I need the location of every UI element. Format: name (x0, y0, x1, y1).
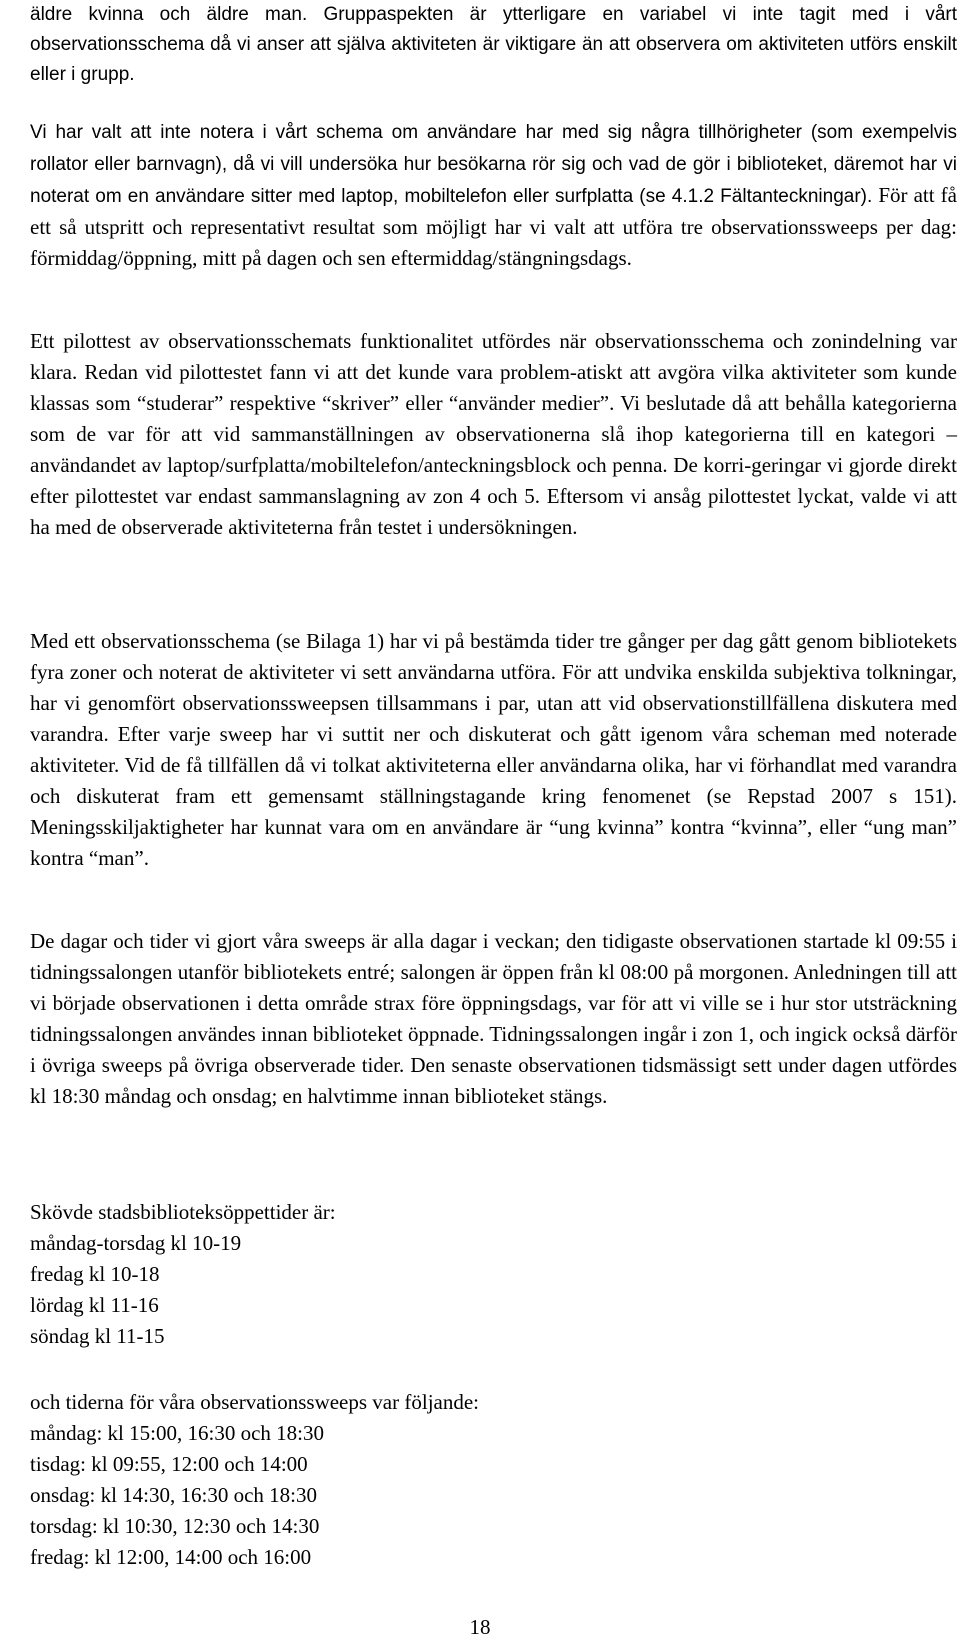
paragraph-pilot: Ett pilottest av observationsschemats funktionalitet utfördes när observationsschema och zonindelning var klara. Redan vid pilottestet fann vi att det kunde vara problem-atiskt att avgöra vilka aktiviteter som kunde klassas som “studerar” respektive “skriver” eller “använder medier”. Vi beslutade då att behålla kategorierna som de var för att vid sammanställningen av observationerna slå ihop kategorierna till en kategori – användandet av laptop/surfplatta/mobiltelefon/anteckningsblock och penna. De korri-geringar vi gjorde direkt efter pilottestet var endast sammanslagning av zon 4 och 5. Eftersom vi ansåg pilottestet lyckat, valde vi att ha med de observerade aktiviteterna från testet i undersökningen. (30, 329, 957, 539)
paragraph-method: Med ett observationsschema (se Bilaga 1) har vi på bestämda tider tre gånger per dag gått genom bibliotekets fyra zoner och noterat de aktiviteter vi sett användarna utföra. För att undvika enskilda subjektiva tolkningar, har vi genomfört observationssweepsen tillsammans i par, utan att vid observationstillfällena diskutera med varandra. Efter varje sweep har vi suttit ner och diskuterat och gått igenom våra scheman med noterade aktiviteter. Vid de få tillfällen då vi tolkat aktiviteterna eller användarna olika, har vi förhandlat med varandra och diskuterat fram ett gemensamt ställningstagande kring fenomenet (se Repstad 2007 s 151). Meningsskiljaktigheter har kunnat vara om en användare är “ung kvinna” kontra “kvinna”, eller “ung man” kontra “man”. (30, 629, 957, 870)
opening-hours-line: fredag kl 10-18 (30, 1262, 160, 1286)
opening-hours-heading: Skövde stadsbiblioteksöppettider är: (30, 1200, 336, 1224)
sweep-times-heading: och tiderna för våra observationssweeps var följande: (30, 1390, 479, 1414)
paragraph-schema (30, 116, 957, 274)
page-number: 18 (469, 1615, 491, 1639)
sweep-times-block (30, 1387, 479, 1573)
sweep-times-line: torsdag: kl 10:30, 12:30 och 14:30 (30, 1514, 320, 1538)
sweep-times-line: fredag: kl 12:00, 14:00 och 16:00 (30, 1545, 312, 1569)
paragraph-schema-serif-text: För att få ett så utspritt och representativt resultat som möjligt har vi valt att utföra tre observationssweeps per dag: förmiddag/öppning, mitt på dagen och sen eftermiddag/stängningsdags. (30, 183, 957, 270)
paragraph-intro-text: äldre kvinna och äldre man. Gruppaspekten är ytterligare en variabel vi inte tagit med i vårt observationsschema då vi anser att själva aktiviteten är viktigare än att observera om aktiviteten utförs enskilt eller i grupp. (30, 4, 957, 85)
opening-hours-line: söndag kl 11-15 (30, 1324, 165, 1348)
opening-hours-line: lördag kl 11-16 (30, 1293, 159, 1317)
paragraph-schema-sans-text: Vi har valt att inte notera i vårt schema om användare har med sig några tillhörigheter (som exempelvis rollator eller barnvagn), då vi vill undersöka hur besökarna rör sig och vad de gör i biblioteket, däremot har vi noterat om en användare sitter med laptop, mobiltelefon eller surfplatta (se 4.1.2 Fältanteckningar). (30, 122, 957, 207)
sweep-times-line: tisdag: kl 09:55, 12:00 och 14:00 (30, 1452, 308, 1476)
opening-hours-line: måndag-torsdag kl 10-19 (30, 1231, 242, 1255)
sweep-times-line: måndag: kl 15:00, 16:30 och 18:30 (30, 1421, 324, 1445)
paragraph-times: De dagar och tider vi gjort våra sweeps är alla dagar i veckan; den tidigaste observationen startade kl 09:55 i tidningssalongen utanför bibliotekets entré; salongen är öppen från kl 08:00 på morgonen. Anledningen till att vi började observationen i detta område strax före öppningsdags, var för att vi ville se i hur stor utsträckning tidningssalongen användes innan biblioteket öppnade. Tidningssalongen ingår i zon 1, och ingick också därför i övriga sweeps på övriga observerade tider. Den senaste observationen tidsmässigt sett under dagen utfördes kl 18:30 måndag och onsdag; en halvtimme innan biblioteket stängs. (30, 929, 957, 1108)
sweep-times-line: onsdag: kl 14:30, 16:30 och 18:30 (30, 1483, 317, 1507)
paragraph-intro (30, 0, 957, 90)
opening-hours-block (30, 1197, 336, 1352)
